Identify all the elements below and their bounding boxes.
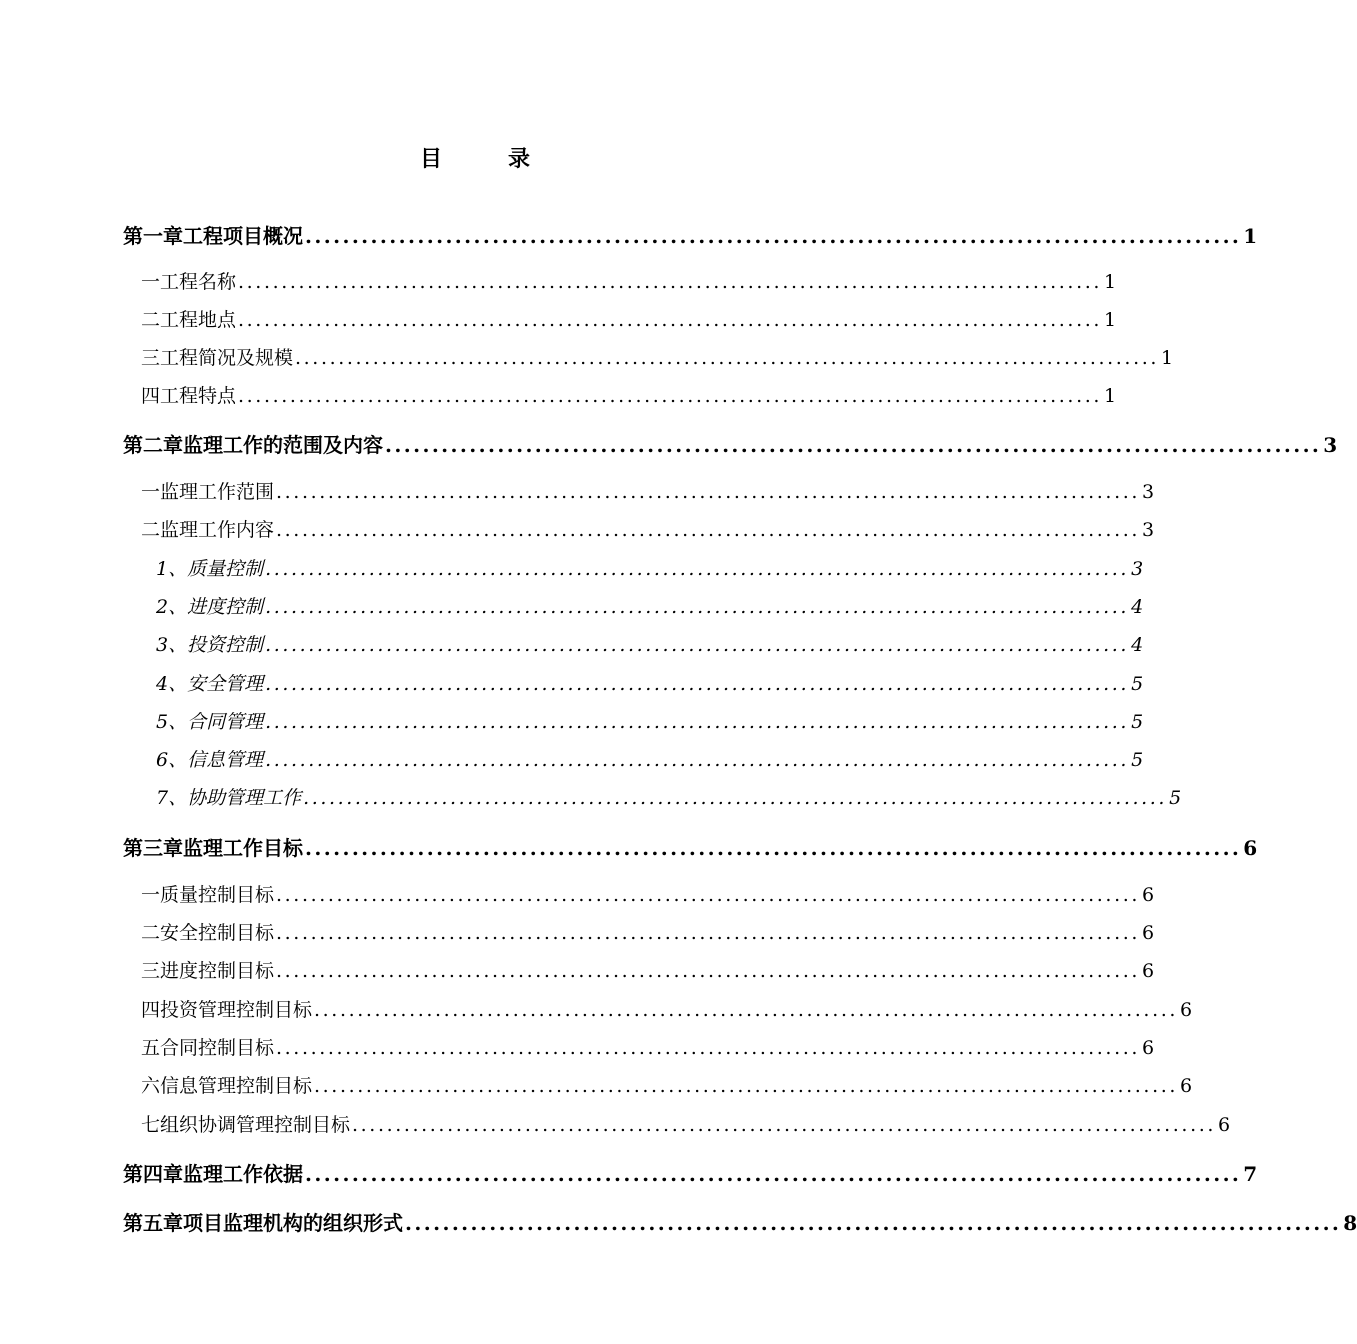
dot-leader: .................................................................................................... [238,309,1102,331]
toc-entry-section[interactable] [141,880,1155,910]
entry-number: 二 [141,922,161,944]
entry-title: 监理工作目标 [183,836,303,860]
entry-number: 第四章 [123,1162,183,1186]
entry-title: 信息管理控制目标 [160,1075,313,1097]
toc-entry-subsection[interactable] [156,783,1182,813]
toc-entry-section[interactable] [141,918,1155,948]
dot-leader: .................................................................................................... [276,481,1140,503]
toc-entry-subsection[interactable] [156,592,1144,622]
dot-leader: .................................................................................................... [385,433,1322,457]
dot-leader: .................................................................................................... [265,634,1130,656]
dot-leader: .................................................................................................... [276,884,1140,906]
entry-number: 一 [141,271,161,293]
entry-page-number: 5 [1169,787,1182,809]
entry-page-number: 3 [1323,433,1338,457]
entry-page-number: 6 [1243,836,1258,860]
entry-page-number: 6 [1142,1037,1155,1059]
toc-entry-section[interactable] [141,515,1155,545]
entry-page-number: 8 [1343,1211,1357,1235]
entry-number: 三 [141,347,161,369]
toc-entry-chapter[interactable] [123,429,1338,459]
entry-title: 监理工作的范围及内容 [183,433,383,457]
toc-entry-chapter[interactable] [123,220,1258,250]
dot-leader: .................................................................................................... [265,558,1130,580]
dot-leader: .................................................................................................... [276,1037,1140,1059]
entry-number: 第三章 [123,836,183,860]
toc-entry-chapter[interactable] [123,832,1258,862]
entry-title: 工程地点 [160,309,237,331]
entry-title: 合同控制目标 [160,1037,275,1059]
dot-leader: .................................................................................................... [305,836,1242,860]
entry-title: 安全控制目标 [160,922,275,944]
dot-leader: .................................................................................................... [265,711,1130,733]
entry-page-number: 3 [1131,558,1144,580]
toc-entry-section[interactable] [141,1110,1231,1140]
entry-page-number: 1 [1104,309,1117,331]
dot-leader: .................................................................................................... [405,1211,1342,1235]
dot-leader: .................................................................................................... [314,999,1178,1021]
toc-entry-subsection[interactable] [156,630,1144,660]
entry-page-number: 4 [1131,634,1144,656]
entry-page-number: 6 [1142,884,1155,906]
entry-title: 项目监理机构的组织形式 [183,1211,403,1235]
entry-title: 工程项目概况 [183,224,303,248]
entry-page-number: 6 [1142,960,1155,982]
entry-number: 二 [141,519,161,541]
dot-leader: .................................................................................................... [265,673,1130,695]
entry-title: 工程特点 [160,385,237,407]
entry-number: 五 [141,1037,161,1059]
dot-leader: .................................................................................................... [276,519,1140,541]
entry-page-number: 6 [1180,999,1193,1021]
entry-page-number: 3 [1142,519,1155,541]
entry-title: 2、进度控制 [156,596,264,618]
entry-page-number: 5 [1131,749,1144,771]
entry-number: 第五章 [123,1211,183,1235]
entry-number: 一 [141,481,161,503]
toc-entry-subsection[interactable] [156,745,1144,775]
entry-page-number: 5 [1131,673,1144,695]
entry-title: 5、合同管理 [156,711,264,733]
dot-leader: .................................................................................................... [305,1162,1242,1186]
toc-entry-section[interactable] [141,995,1193,1025]
toc-entry-section[interactable] [141,956,1155,986]
entry-title: 工程简况及规模 [160,347,294,369]
toc-entry-subsection[interactable] [156,554,1144,584]
entry-title: 6、信息管理 [156,749,264,771]
entry-number: 四 [141,999,161,1021]
entry-page-number: 6 [1180,1075,1193,1097]
dot-leader: .................................................................................................... [305,224,1242,248]
toc-entry-section[interactable] [141,1033,1155,1063]
entry-number: 二 [141,309,161,331]
entry-page-number: 4 [1131,596,1144,618]
dot-leader: .................................................................................................... [295,347,1159,369]
entry-title: 工程名称 [160,271,237,293]
entry-page-number: 6 [1218,1114,1231,1136]
entry-page-number: 1 [1104,385,1117,407]
entry-title: 4、安全管理 [156,673,264,695]
dot-leader: .................................................................................................... [352,1114,1216,1136]
entry-title: 1、质量控制 [156,558,264,580]
toc-entry-chapter[interactable] [123,1207,1357,1237]
entry-page-number: 3 [1142,481,1155,503]
toc-entry-section[interactable] [141,305,1117,335]
entry-page-number: 1 [1161,347,1174,369]
entry-number: 第二章 [123,433,183,457]
entry-title: 监理工作内容 [160,519,275,541]
toc-entry-section[interactable] [141,267,1117,297]
entry-title: 进度控制目标 [160,960,275,982]
toc-entry-section[interactable] [141,343,1174,373]
entry-page-number: 1 [1104,271,1117,293]
entry-number: 一 [141,884,161,906]
entry-page-number: 5 [1131,711,1144,733]
dot-leader: .................................................................................................... [276,922,1140,944]
entry-number: 六 [141,1075,161,1097]
entry-page-number: 1 [1243,224,1258,248]
toc-entry-subsection[interactable] [156,707,1144,737]
entry-page-number: 7 [1243,1162,1258,1186]
entry-title: 组织协调管理控制目标 [160,1114,351,1136]
toc-entry-subsection[interactable] [156,669,1144,699]
entry-title: 投资管理控制目标 [160,999,313,1021]
dot-leader: .................................................................................................... [238,385,1102,407]
entry-number: 三 [141,960,161,982]
dot-leader: .................................................................................................... [276,960,1140,982]
dot-leader: .................................................................................................... [238,271,1102,293]
entry-number: 七 [141,1114,161,1136]
dot-leader: .................................................................................................... [265,596,1130,618]
toc-title: 目 录 [419,146,552,172]
entry-number: 四 [141,385,161,407]
toc-entry-section[interactable] [141,381,1117,411]
dot-leader: .................................................................................................... [303,787,1168,809]
toc-entry-chapter[interactable] [123,1158,1258,1188]
toc-entry-section[interactable] [141,477,1155,507]
entry-title: 7、协助管理工作 [156,787,302,809]
entry-number: 第一章 [123,224,183,248]
entry-title: 监理工作范围 [160,481,275,503]
toc-entry-section[interactable] [141,1071,1193,1101]
entry-title: 3、投资控制 [156,634,264,656]
entry-title: 质量控制目标 [160,884,275,906]
entry-page-number: 6 [1142,922,1155,944]
dot-leader: .................................................................................................... [265,749,1130,771]
dot-leader: .................................................................................................... [314,1075,1178,1097]
entry-title: 监理工作依据 [183,1162,303,1186]
